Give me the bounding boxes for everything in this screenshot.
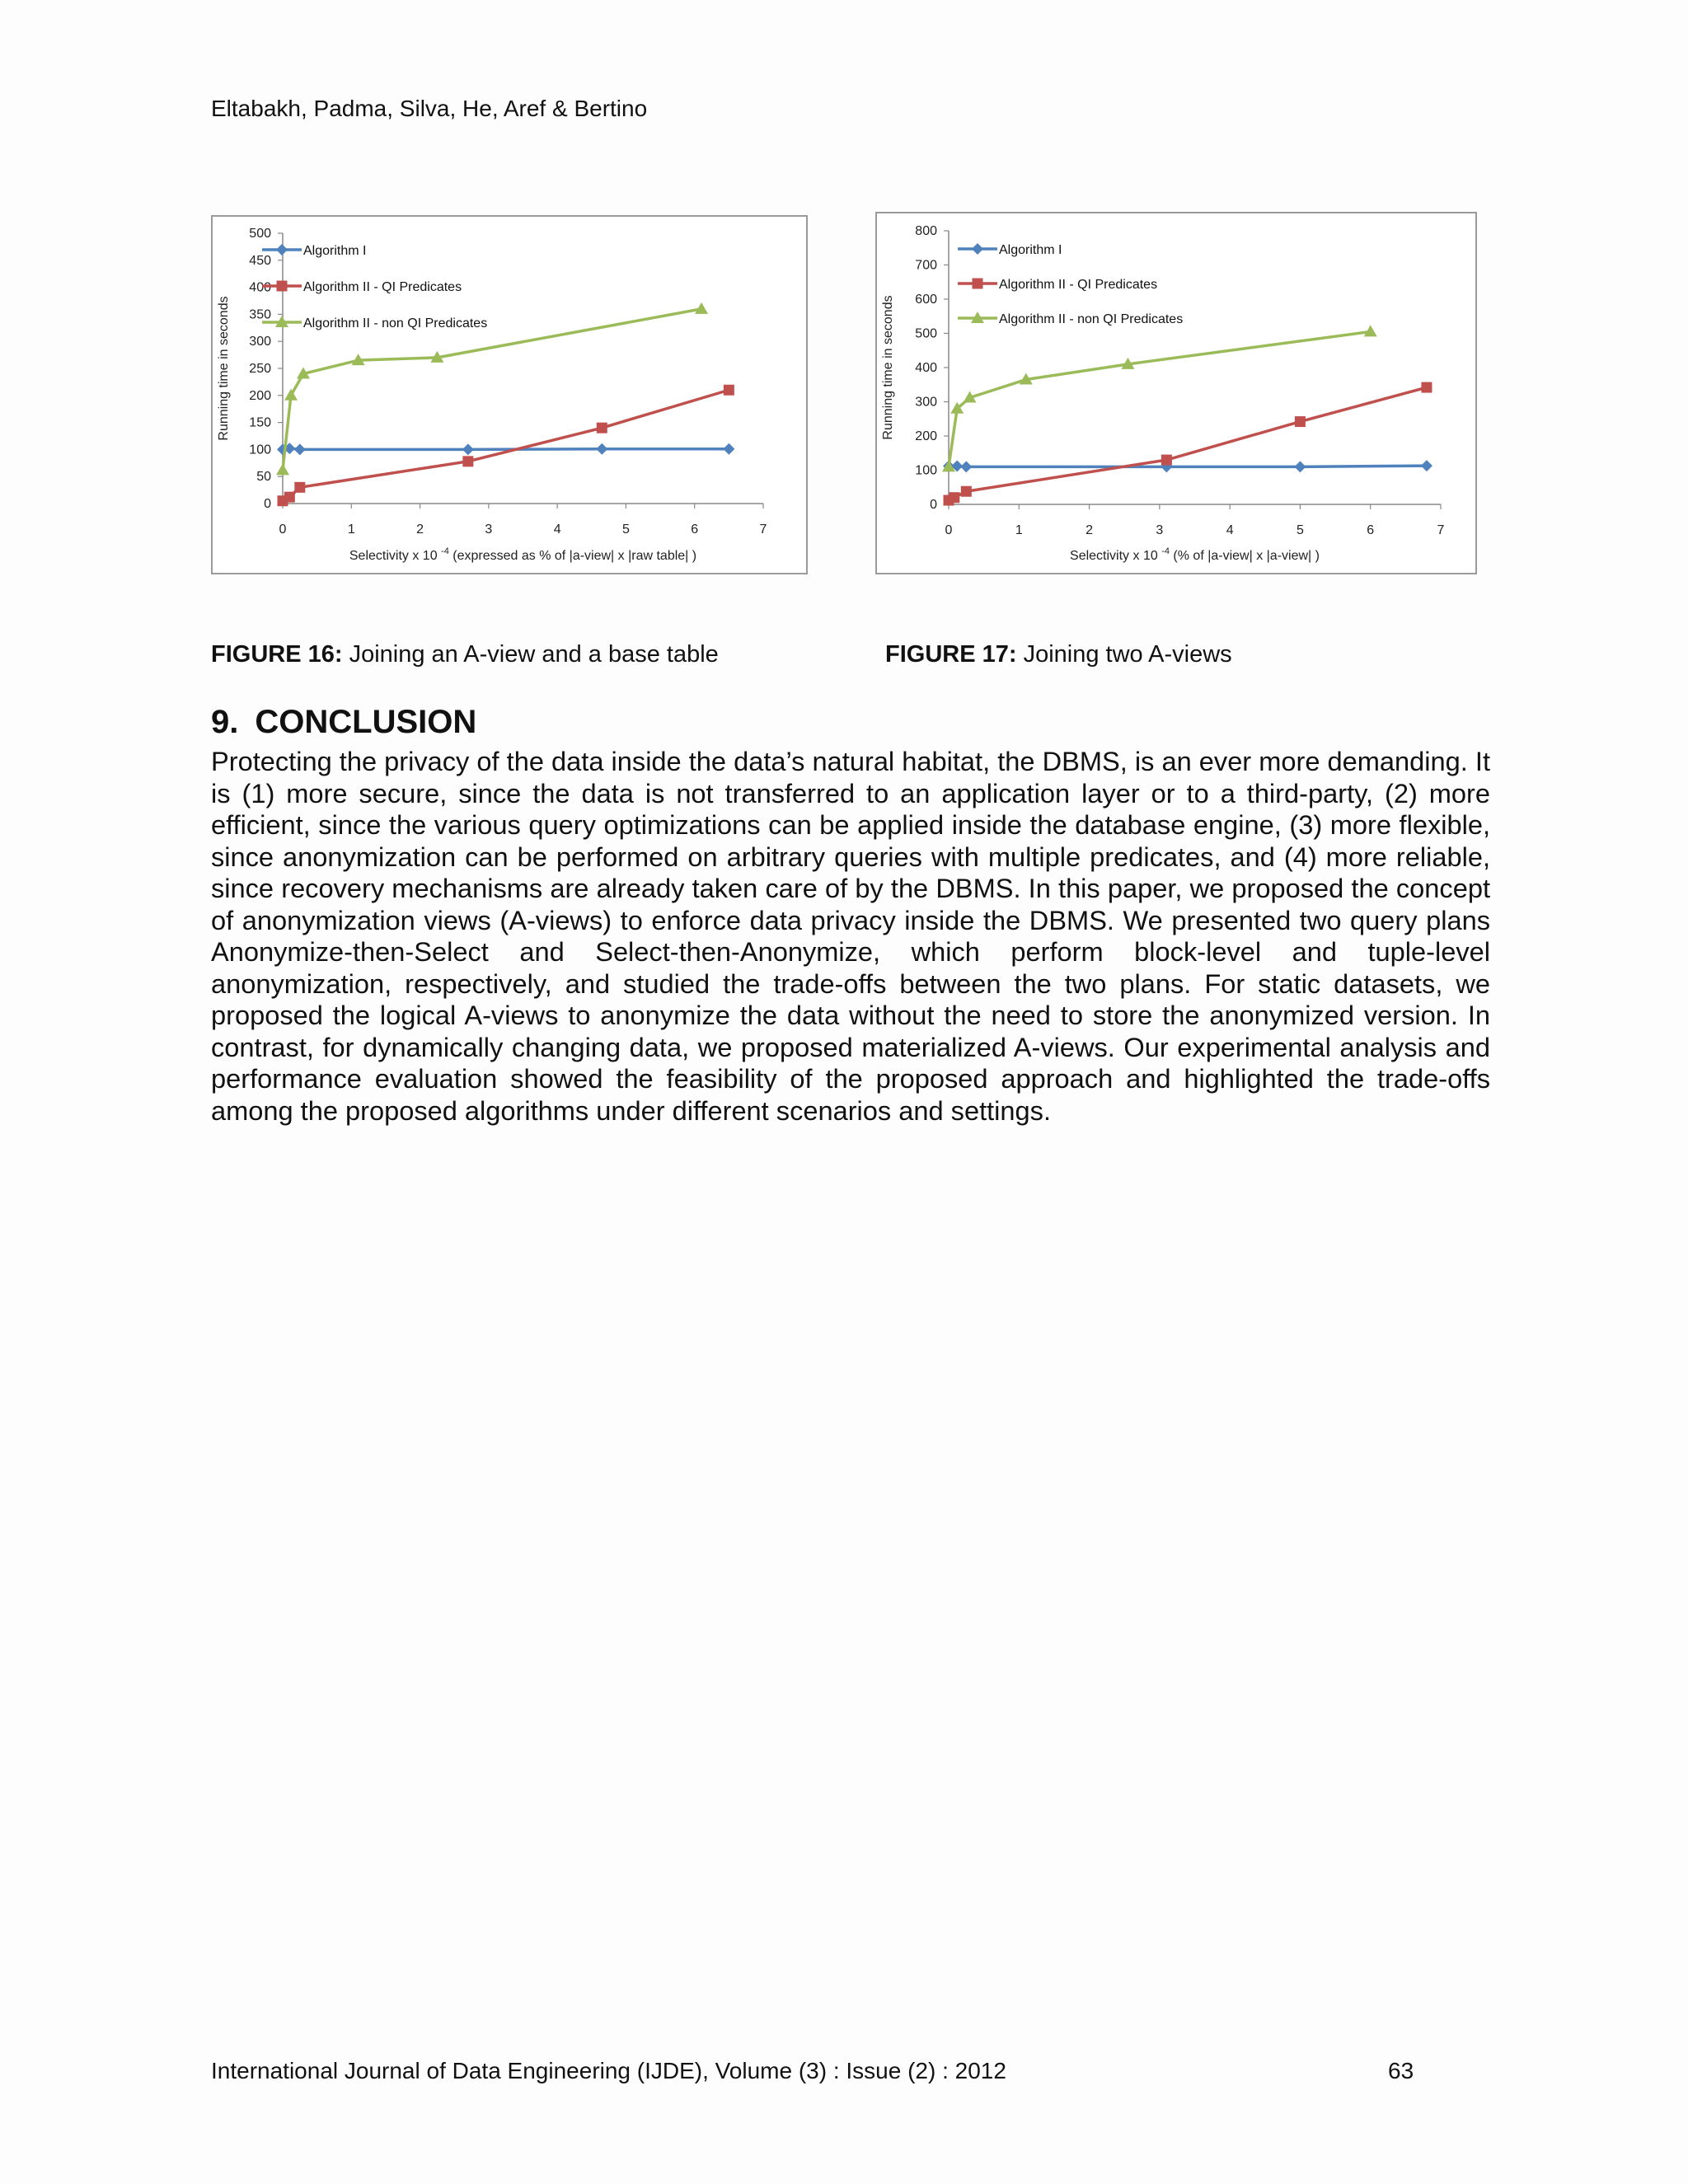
running-header: Eltabakh, Padma, Silva, He, Aref & Bertino [211,96,648,121]
fig17-data-point [949,492,959,503]
fig16-y-axis-label: Running time in seconds [217,296,231,441]
fig17-y-tick-label: 500 [915,326,937,341]
fig17-x-tick-label: 6 [1367,523,1375,537]
fig16-y-tick-label: 250 [249,362,271,376]
fig17-x-axis-label [1070,546,1320,563]
section-title: CONCLUSION [255,704,477,740]
fig16-data-point [695,302,708,314]
fig16-y-tick-label: 300 [249,335,271,349]
fig17-x-axis-label-exponent: -4 [1161,546,1170,556]
fig16-data-point [723,443,734,455]
figure-16-caption [211,641,719,668]
figure-16-plot [213,217,806,573]
fig16-legend-marker [277,281,288,292]
footer-journal-citation: International Journal of Data Engineering (IJDE), Volume (3) : Issue (2) : 2012 [211,2058,1006,2083]
fig17-y-tick-label: 700 [915,258,937,273]
fig17-x-tick-label: 5 [1296,523,1304,537]
fig17-x-tick-label: 7 [1437,523,1445,537]
fig16-y-tick-label: 0 [264,497,271,511]
fig16-y-tick-label: 200 [249,388,271,403]
fig17-y-axis-label: Running time in seconds [881,295,895,440]
fig17-legend-label: Algorithm II - non QI Predicates [999,312,1184,326]
fig17-legend-label: Algorithm II - QI Predicates [999,278,1158,292]
fig17-x-tick-label: 3 [1156,523,1164,537]
fig17-legend-label: Algorithm I [999,243,1062,257]
fig16-legend-label: Algorithm II - non QI Predicates [303,316,488,330]
figure-17-chart [875,212,1477,574]
fig17-y-tick-label: 0 [930,498,937,512]
fig17-x-axis-label-part: (% of |a-view| x |a-view| ) [1169,549,1320,563]
fig16-x-tick-label: 6 [691,523,699,537]
fig16-x-tick-label: 1 [347,523,355,537]
fig16-series-line [283,309,701,470]
fig16-data-point [597,423,607,434]
fig16-x-axis-label [349,546,696,563]
fig17-data-point [1295,416,1306,427]
fig16-y-tick-label: 350 [249,307,271,322]
fig16-y-tick-label: 100 [249,443,271,457]
fig17-series-3 [942,325,1377,471]
fig17-data-point [1294,461,1306,472]
fig17-data-point [1161,455,1172,466]
section-heading [211,704,476,741]
fig17-data-point [961,486,972,497]
fig16-y-tick-label: 500 [249,227,271,241]
fig17-y-tick-label: 100 [915,463,937,478]
fig17-legend-marker [973,279,983,289]
fig16-x-tick-label: 5 [621,523,630,537]
fig16-x-tick-label: 3 [485,523,493,537]
fig16-y-tick-label: 450 [249,253,271,268]
fig17-y-tick-label: 600 [915,293,937,307]
fig17-y-tick-label: 300 [915,395,937,410]
fig16-data-point [284,492,295,503]
fig16-legend-marker [276,244,288,255]
page-number: 63 [1388,2058,1414,2083]
fig17-series-1 [943,460,1432,472]
fig17-data-point [960,461,972,472]
fig17-x-tick-label: 0 [945,523,953,537]
fig16-x-tick-label: 2 [416,523,424,537]
figure-17-caption [885,641,1232,668]
fig17-x-tick-label: 1 [1015,523,1023,537]
fig16-legend-label: Algorithm I [303,244,367,258]
fig16-data-point [294,482,305,493]
fig16-data-point [284,389,298,401]
fig16-series-line [283,448,729,449]
fig16-x-tick-label: 7 [759,523,767,537]
fig17-y-tick-label: 400 [915,361,937,375]
fig17-x-axis-label-part: Selectivity x 10 [1070,549,1162,563]
fig17-data-point [1421,382,1432,393]
fig16-data-point [462,456,473,466]
fig16-data-point [462,443,474,455]
fig17-x-tick-label: 2 [1085,523,1094,537]
fig16-legend-label: Algorithm II - QI Predicates [303,280,462,294]
fig17-series-line [949,387,1427,500]
figure-16-chart [211,215,808,574]
fig16-x-axis-label-part: Selectivity x 10 [349,549,442,563]
fig16-data-point [724,385,734,396]
figure-16-caption-text: Joining an A-view and a base table [349,641,719,668]
figure-17-caption-text: Joining two A-views [1023,641,1232,668]
fig17-series-line [949,331,1371,466]
section-number: 9. [211,704,239,740]
fig16-y-tick-label: 400 [249,280,271,295]
fig16-data-point [294,443,306,455]
conclusion-paragraph: Protecting the privacy of the data inside the data’s natural habitat, the DBMS, is an ever more demanding. It is (1) more secure, since the data is not transferred to an application layer or to a third-party, (2) more efficient, since the various query optimizations can be applied inside the database engine, (3) more flexible, since anonymization can be performed on arbitrary queries with multiple predicates, and (4) more reliable, since recovery mechanisms are already taken care of by the DBMS. In this paper, we proposed the concept of anonymization views (A-views) to enforce data privacy inside the DBMS. We presented two query plans Anonymize-then-Select and Select-then-Anonymize, which perform block-level and tuple-level anonymization, respectively, and studied the trade-offs between the two plans. For static datasets, we proposed the logical A-views to anonymize the data without the need to store the anonymized version. In contrast, for dynamically changing data, we proposed materialized A-views. Our experimental analysis and performance evaluation showed the feasibility of the proposed approach and highlighted the trade-offs among the proposed algorithms under different scenarios and settings. [211,746,1490,1126]
fig16-series-line [283,390,729,500]
figure-16-caption-label: FIGURE 16: [211,641,343,668]
fig17-y-tick-label: 200 [915,429,937,443]
fig16-x-tick-label: 0 [279,523,287,537]
fig16-data-point [276,463,289,475]
fig16-y-tick-label: 150 [249,415,271,430]
fig16-x-axis-label-exponent: -4 [441,546,449,556]
fig16-data-point [596,443,607,455]
fig17-x-tick-label: 4 [1226,523,1234,537]
fig16-x-tick-label: 4 [553,523,561,537]
fig16-series-2 [278,385,734,506]
fig17-legend-marker [972,243,983,255]
fig17-data-point [1421,460,1432,471]
figure-17-caption-label: FIGURE 17: [885,641,1017,668]
figure-17-plot [877,213,1475,573]
fig17-y-tick-label: 800 [915,224,937,238]
fig16-y-tick-label: 50 [256,470,271,485]
fig17-series-2 [944,382,1432,506]
fig16-x-axis-label-part: (expressed as % of |a-view| x |raw table| ) [448,549,697,563]
